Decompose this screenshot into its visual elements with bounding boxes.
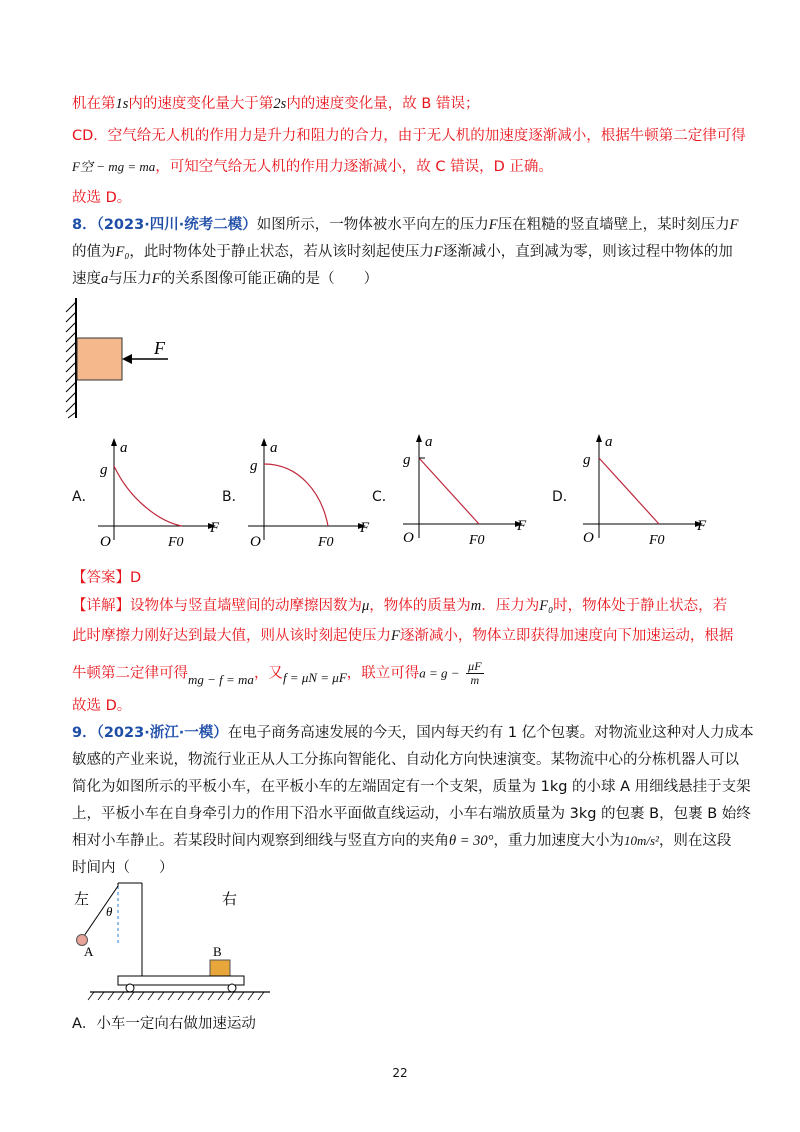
q9-stem-4: 上，平板小车在自身牵引力的作用下沿水平面做直线运动，小车右端放质量为 3kg 的包裹 B，包裹 B 始终 [72,806,751,822]
svg-text:F: F [210,520,220,536]
svg-text:F0: F0 [649,533,665,548]
q8-detail-3: 牛顿第二定律可得mg − f = ma，又f = μN = μF，联立可得a = g − $\frac{\mu F}{m}$ [72,659,482,687]
svg-text:a: a [425,434,433,450]
q9-option-a[interactable]: A．小车一定向右做加速运动 [72,1016,256,1032]
q8-option-a-label[interactable]: A． [72,489,96,505]
q9-stem-2: 敏感的产业来说，物流行业正从人工分拣向智能化、自动化方向快速演变。某物流中心的分栋机器人可以 [72,752,739,768]
q7-line-1: 机在第1s内的速度变化量大于第2s内的速度变化量，故 B 错误； [72,96,480,112]
svg-text:a: a [120,440,128,456]
q8-detail-1: 【详解】设物体与竖直墙壁间的动摩擦因数为μ，物体的质量为m．压力为F₀时，物体处于静止状态，若 [72,598,728,614]
svg-text:F0: F0 [318,535,334,550]
q8-option-b-label[interactable]: B． [222,489,246,505]
svg-text:g: g [250,458,258,474]
q8-wall-figure [64,296,194,420]
q8-graph-d[interactable] [575,428,715,553]
svg-text:F: F [697,518,707,534]
svg-text:F0: F0 [469,533,485,548]
q8-stem-1: 8．（2023·四川·统考二模）如图所示，一物体被水平向左的压力F压在粗糙的竖直墙壁上，某时刻压力F [72,217,739,233]
q8-graph-c[interactable] [395,428,535,553]
svg-text:O: O [583,530,594,546]
svg-text:O: O [250,534,261,550]
q9-cart-figure [72,878,282,1006]
q8-option-c-label[interactable]: C． [372,489,396,505]
q7-choose: 故选 D。 [72,190,132,206]
q9-stem-3: 简化为如图所示的平板小车，在平板小车的左端固定有一个支架，质量为 1kg 的小球 A 用细线悬挂于支架 [72,779,751,795]
svg-text:O: O [100,534,111,550]
q8-graph-a[interactable] [90,432,230,557]
q9-stem-5: 相对小车静止。若某段时间内观察到细线与竖直方向的夹角θ = 30°，重力加速度大小为10m/s²，则在这段 [72,833,732,849]
q9-stem-6: 时间内（ ） [72,860,174,876]
svg-text:F: F [517,518,527,534]
q8-option-d-label[interactable]: D． [552,489,577,505]
cart-body [118,976,244,985]
left-label: 左 [74,892,90,908]
svg-text:F: F [360,520,370,536]
svg-text:a: a [605,434,613,450]
svg-text:g: g [583,452,591,468]
block [77,338,122,380]
theta-label: θ [106,904,113,919]
q8-choose: 故选 D。 [72,698,132,714]
q8-graph-b[interactable] [240,432,380,557]
q7-line-3: F空 − mg = ma，可知空气给无人机的作用力逐渐减小，故 C 错误，D 正确。 [72,159,553,175]
fraction: $\frac{\mu F}{m}$ [468,659,482,687]
svg-text:F0: F0 [168,535,184,550]
q8-answer: 【答案】D [72,570,142,586]
svg-text:O: O [403,530,414,546]
q7-line-2: CD．空气给无人机的作用力是升力和阻力的合力，由于无人机的加速度逐渐减小，根据牛顿第二定律可得 [72,128,746,144]
q8-stem-2: 的值为F₀，此时物体处于静止状态，若从该时刻起使压力F逐渐减小，直到减为零，则该过程中物体的加 [72,244,733,260]
ball-a-label: A [84,944,94,959]
q8-detail-2: 此时摩擦力刚好达到最大值，则从该时刻起使压力F逐渐减小，物体立即获得加速度向下加速运动，根据 [72,628,734,644]
page-number: 22 [392,1066,408,1080]
package-b [210,960,230,976]
right-label: 右 [222,892,238,908]
force-label: F [154,338,165,358]
svg-text:g: g [403,452,411,468]
q9-stem-1: 9．（2023·浙江·一模）在电子商务高速发展的今天，国内每天约有 1 亿个包裹。对物流业这种对人力成本 [72,725,754,741]
svg-text:g: g [100,462,108,478]
package-b-label: B [213,944,222,959]
svg-text:a: a [270,440,278,456]
q8-stem-3: 速度a与压力F的关系图像可能正确的是（ ） [72,271,379,287]
